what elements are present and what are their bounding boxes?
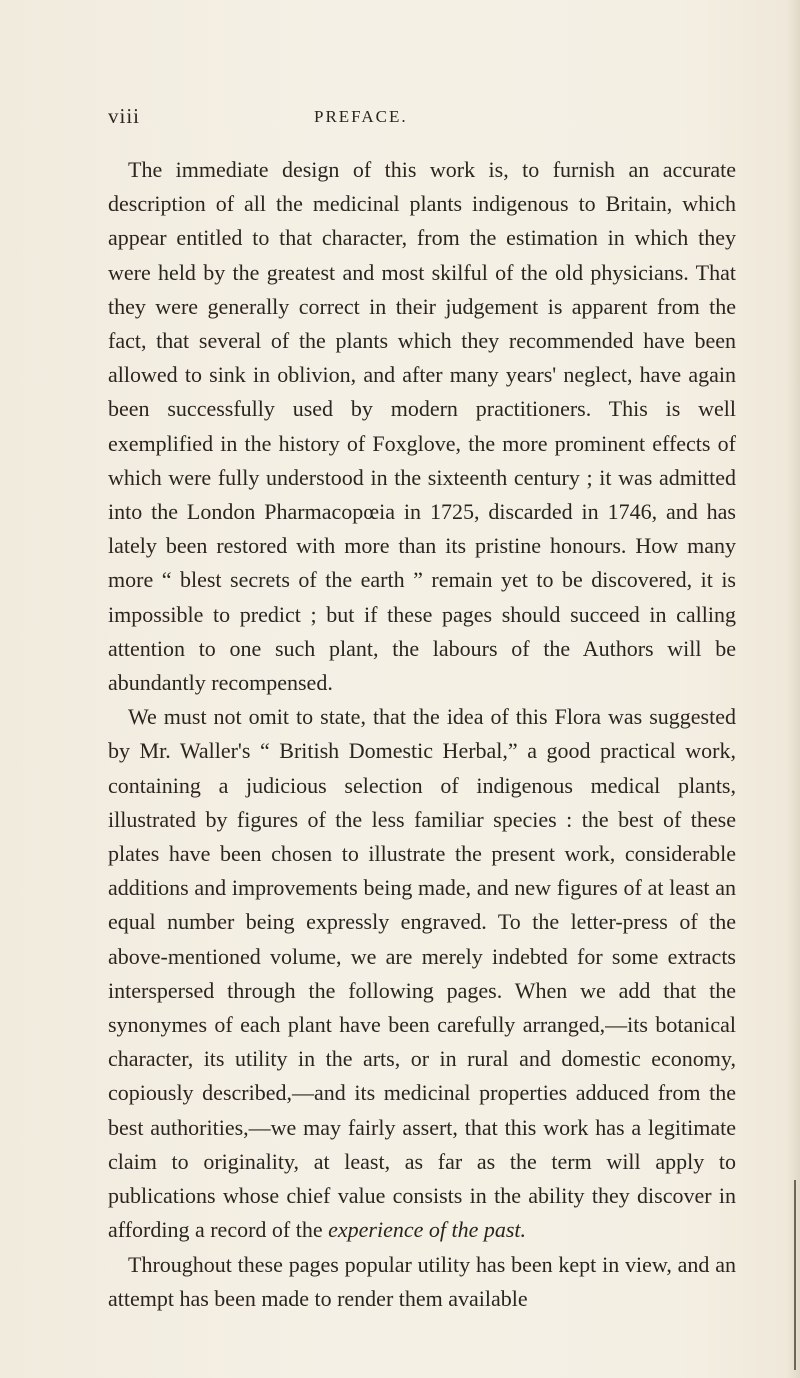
page-edge-shadow <box>786 0 800 1378</box>
paragraph-1: The immediate design of this work is, to furnish an accurate description of all the medicinal plants indigenous to Britain, which appear entitled to that character, from the estimation in which they were held by the greatest and most skilful of the old physicians. That they were generally correct in their judgement is apparent from the fact, that several of the plants which they recommended have been allowed to sink in oblivion, and after many years' neglect, have again been successfully used by modern practitioners. This is well exemplified in the history of Foxglove, the more prominent effects of which were fully understood in the sixteenth century ; it was admitted into the London Pharmacopœia in 1725, discarded in 1746, and has lately been restored with more than its pristine honours. How many more “ blest secrets of the earth ” remain yet to be discovered, it is impossible to predict ; but if these pages should succeed in calling attention to one such plant, the labours of the Authors will be abundantly recompensed. <box>108 157 736 696</box>
page-header <box>108 104 732 136</box>
paragraph-3: Throughout these pages popular utility has been kept in view, and an attempt has been made to render them available <box>108 1251 736 1311</box>
body-text <box>108 153 736 1316</box>
running-head: PREFACE. <box>314 107 408 126</box>
page-number: viii <box>108 104 141 128</box>
paragraph-2-text: We must not omit to state, that the idea of this Flora was suggested by Mr. Waller's “ British Domestic Herbal,” a good practical work, containing a judicious selection of indigenous medical plants, illustrated by figures of the less familiar species : the best of these plates have been chosen to illustrate the present work, considerable additions and improvements being made, and new figures of at least an equal number being expressly engraved. To the letter-press of the above-mentioned volume, we are merely indebted for some extracts interspersed through the following pages. When we add that the synonymes of each plant have been carefully arranged,—its botanical character, its utility in the arts, or in rural and domestic economy, copiously described,—and its medicinal properties adduced from the best authorities,—we may fairly assert, that this work has a legitimate claim to originality, at least, as far as the term will apply to publications whose chief value consists in the ability they discover in affording a record of the <box>108 704 736 1243</box>
page-edge-line <box>794 1180 796 1370</box>
paragraph-2 <box>108 700 736 1247</box>
paragraph-2-italic: experience of the past. <box>328 1217 527 1243</box>
